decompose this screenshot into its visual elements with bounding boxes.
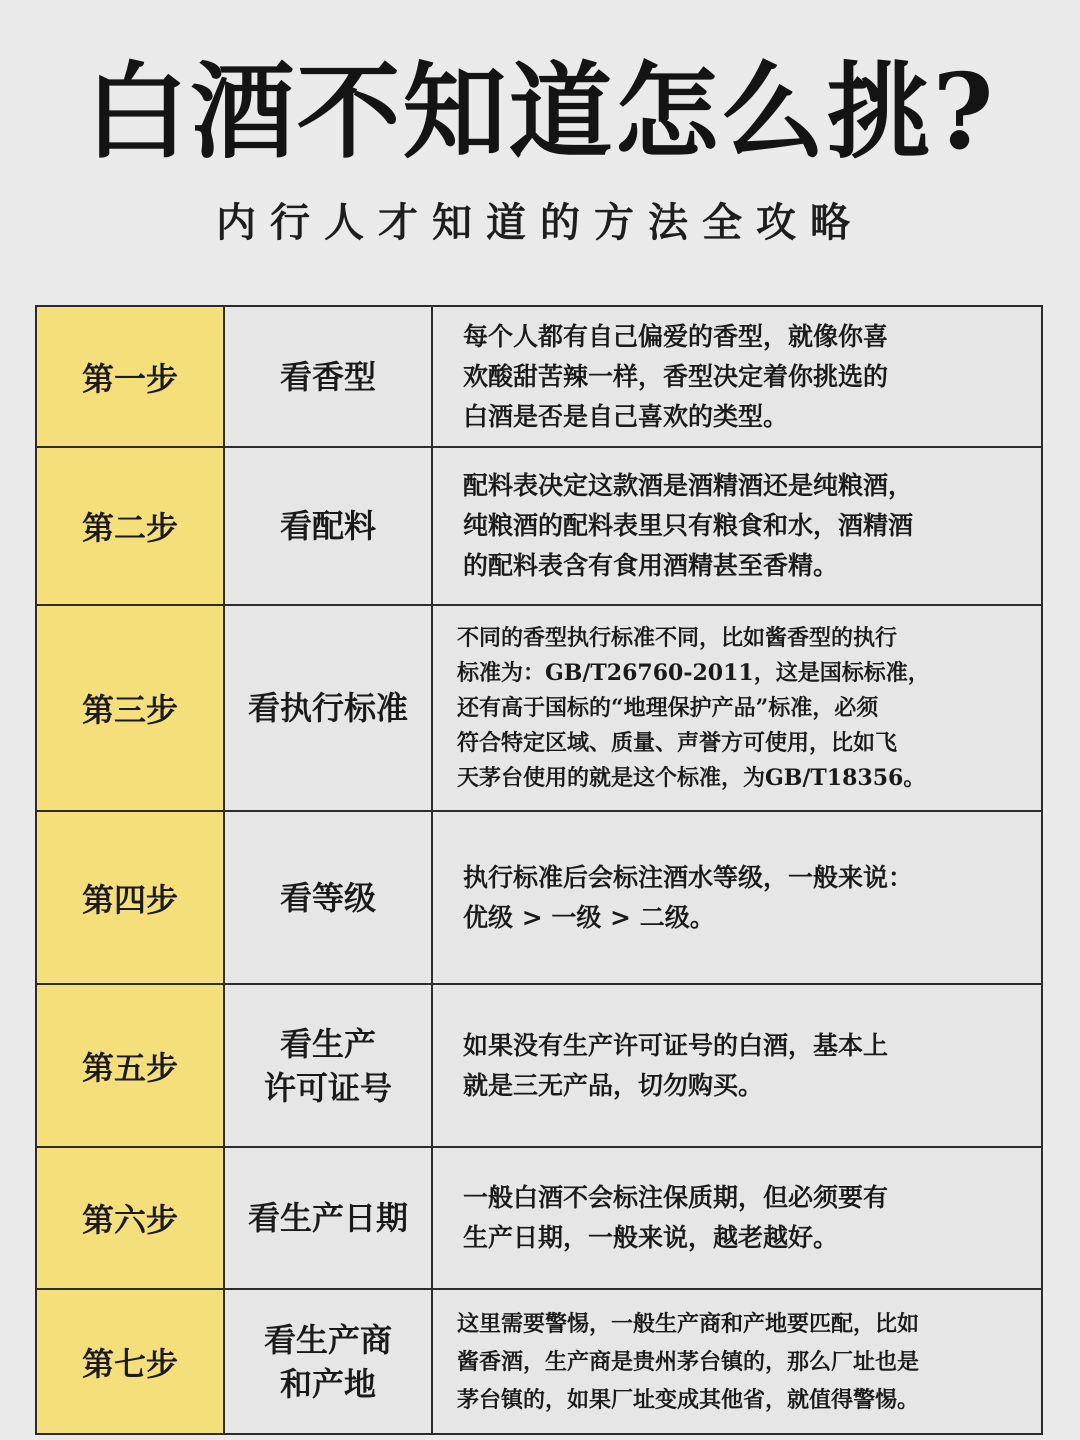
step-description: 一般白酒不会标注保质期，但必须要有 生产日期，一般来说，越老越好。 bbox=[432, 1147, 1042, 1289]
step-title: 看香型 bbox=[224, 306, 432, 447]
table-row bbox=[36, 1147, 1042, 1289]
step-label: 第七步 bbox=[36, 1289, 224, 1434]
table-row bbox=[36, 984, 1042, 1147]
step-description: 这里需要警惕，一般生产商和产地要匹配，比如 酱香酒，生产商是贵州茅台镇的，那么厂址也是 茅台镇的，如果厂址变成其他省，就值得警惕。 bbox=[432, 1289, 1042, 1434]
step-title: 看执行标准 bbox=[224, 605, 432, 811]
step-label: 第四步 bbox=[36, 811, 224, 984]
step-title: 看生产日期 bbox=[224, 1147, 432, 1289]
page-subtitle: 内行人才知道的方法全攻略 bbox=[216, 200, 864, 246]
step-description: 不同的香型执行标准不同，比如酱香型的执行 标准为：GB/T26760-2011，这是国标标准， 还有高于国标的“地理保护产品”标准，必须 符合特定区域、质量、声誉方可使用，比如飞 天茅台使用的就是这个标准，为GB/T18356。 bbox=[432, 605, 1042, 811]
step-description: 每个人都有自己偏爱的香型，就像你喜 欢酸甜苦辣一样，香型决定着你挑选的 白酒是否是自己喜欢的类型。 bbox=[432, 306, 1042, 447]
step-title: 看等级 bbox=[224, 811, 432, 984]
table-row bbox=[36, 605, 1042, 811]
table-row bbox=[36, 447, 1042, 605]
step-label: 第六步 bbox=[36, 1147, 224, 1289]
step-description: 如果没有生产许可证号的白酒，基本上 就是三无产品，切勿购买。 bbox=[432, 984, 1042, 1147]
table-row bbox=[36, 811, 1042, 984]
steps-table bbox=[35, 305, 1043, 1435]
table-row bbox=[36, 306, 1042, 447]
step-title: 看配料 bbox=[224, 447, 432, 605]
step-title: 看生产商 和产地 bbox=[224, 1289, 432, 1434]
step-label: 第二步 bbox=[36, 447, 224, 605]
step-label: 第一步 bbox=[36, 306, 224, 447]
step-label: 第五步 bbox=[36, 984, 224, 1147]
step-label: 第三步 bbox=[36, 605, 224, 811]
page-title: 白酒不知道怎么挑? bbox=[84, 50, 996, 173]
step-title: 看生产 许可证号 bbox=[224, 984, 432, 1147]
table-row bbox=[36, 1289, 1042, 1434]
step-description: 执行标准后会标注酒水等级，一般来说： 优级 > 一级 > 二级。 bbox=[432, 811, 1042, 984]
step-description: 配料表决定这款酒是酒精酒还是纯粮酒， 纯粮酒的配料表里只有粮食和水，酒精酒 的配料表含有食用酒精甚至香精。 bbox=[432, 447, 1042, 605]
